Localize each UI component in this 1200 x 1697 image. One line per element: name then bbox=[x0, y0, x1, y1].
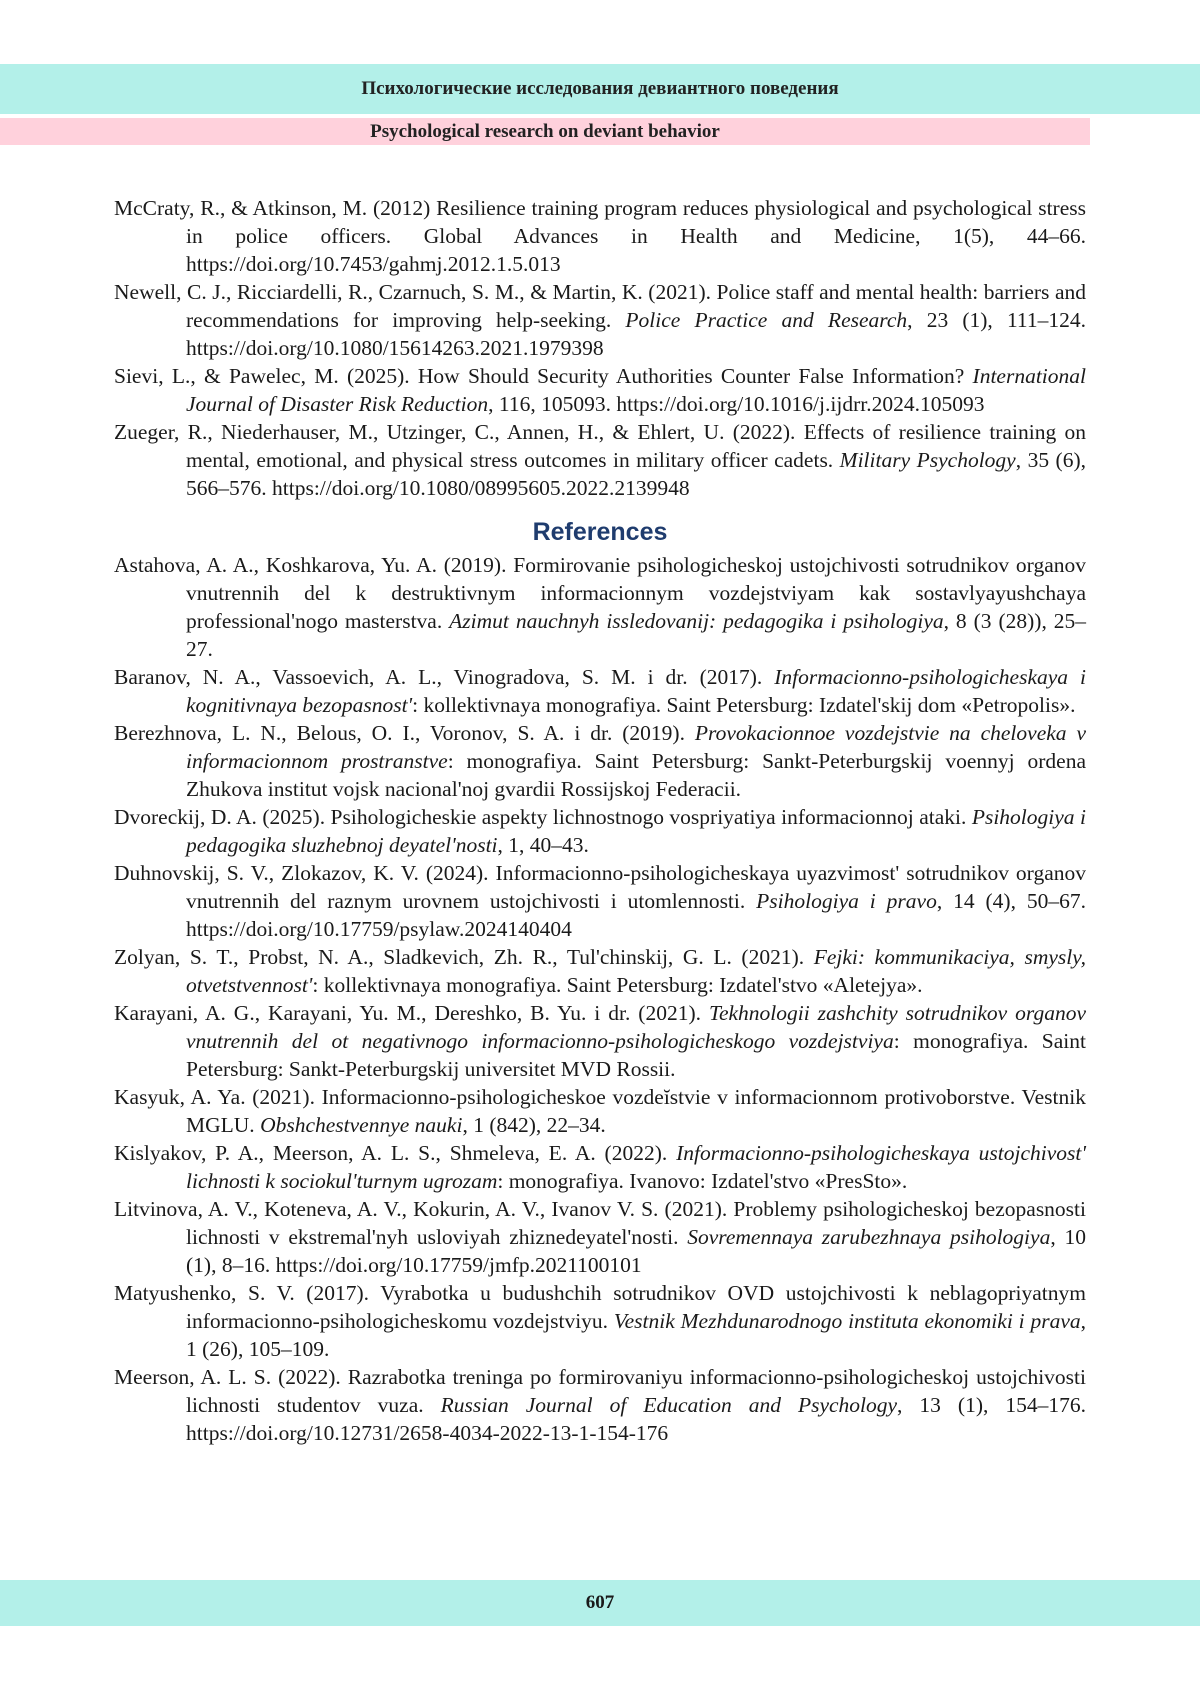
reference-text: Astahova, A. A., Koshkarova, Yu. A. (2019). Formirovanie psihologicheskoj ustojchivosti sotrudnikov organov vnutrennih del k destruktivnym informacionnym vozdejstviyam kak sostavlyayushchaya professional'nogo masterstva. bbox=[114, 553, 1086, 633]
references-content bbox=[114, 194, 1086, 1447]
reference-item bbox=[114, 551, 1086, 663]
reference-source: Military Psychology bbox=[839, 448, 1016, 472]
reference-source: Sovremennaya zarubezhnaya psihologiya bbox=[687, 1225, 1051, 1249]
reference-details: , 13 (1), 154–176. https://doi.org/10.12731/2658-4034-2022-13-1-154-176 bbox=[186, 1393, 1086, 1445]
reference-text: Zolyan, S. T., Probst, N. A., Sladkevich, Zh. R., Tul'chinskij, G. L. (2021). bbox=[114, 945, 814, 969]
reference-item bbox=[114, 418, 1086, 502]
reference-item bbox=[114, 663, 1086, 719]
reference-item bbox=[114, 803, 1086, 859]
reference-details: , 10 (1), 8–16. https://doi.org/10.17759/jmfp.2021100101 bbox=[186, 1225, 1086, 1277]
reference-text: Litvinova, A. V., Koteneva, A. V., Kokurin, A. V., Ivanov V. S. (2021). Problemy psihologicheskoj bezopasnosti lichnosti v ekstremal'nyh usloviyah zhiznedeyatel'nosti. bbox=[114, 1197, 1086, 1249]
reference-item bbox=[114, 1139, 1086, 1195]
reference-text: Matyushenko, S. V. (2017). Vyrabotka u budushchih sotrudnikov OVD ustojchivosti k neblagopriyatnym informacionno-psihologicheskomu vozdejstviyu. bbox=[114, 1281, 1086, 1333]
reference-text: Karayani, A. G., Karayani, Yu. M., Dereshko, B. Yu. i dr. (2021). bbox=[114, 1001, 709, 1025]
reference-details: , 8 (3 (28)), 25–27. bbox=[186, 609, 1087, 661]
reference-item bbox=[114, 859, 1086, 943]
reference-text: McCraty, R., & Atkinson, M. (2012) Resilience training program reduces physiological and psychological stress in police officers. Global Advances in Health and Medicine, 1(5), 44–66. https://doi.org/10.7453/gahmj.2012.1.5.013 bbox=[114, 196, 1086, 276]
reference-text: Newell, C. J., Ricciardelli, R., Czarnuch, S. M., & Martin, K. (2021). Police staff and mental health: barriers and recommendations for improving help-seeking. bbox=[114, 280, 1086, 332]
reference-source: International Journal of Disaster Risk Reduction bbox=[186, 364, 1086, 416]
page-number: 607 bbox=[0, 1580, 1200, 1626]
journal-title-ru: Психологические исследования девиантного поведения bbox=[0, 64, 1200, 114]
reference-text: Duhnovskij, S. V., Zlokazov, K. V. (2024). Informacionno-psihologicheskaya uyazvimost' sotrudnikov organov vnutrennih del raznym urovnem ustojchivosti i utomlennosti. bbox=[114, 861, 1086, 913]
reference-details: : monografiya. Saint Petersburg: Sankt-Peterburgskij universitet MVD Rossii. bbox=[186, 1029, 1086, 1081]
reference-details: : kollektivnaya monografiya. Saint Petersburg: Izdatel'skij dom «Petropolis». bbox=[412, 693, 1076, 717]
reference-details: , 1, 40–43. bbox=[497, 833, 589, 857]
reference-source: Police Practice and Research bbox=[625, 308, 908, 332]
reference-source: Informacionno-psihologicheskaya ustojchivost' lichnosti k sociokul'turnym ugrozam bbox=[186, 1141, 1086, 1193]
reference-text: Kasyuk, A. Ya. (2021). Informacionno-psihologicheskoe vozdeĭstvie v informacionnom protivoborstve. Vestnik MGLU. bbox=[114, 1085, 1086, 1137]
reference-source: Russian Journal of Education and Psychology bbox=[440, 1393, 898, 1417]
reference-details: , 1 (842), 22–34. bbox=[462, 1113, 606, 1137]
reference-details: , 14 (4), 50–67. https://doi.org/10.17759/psylaw.2024140404 bbox=[186, 889, 1086, 941]
reference-item bbox=[114, 1083, 1086, 1139]
reference-details: , 116, 105093. https://doi.org/10.1016/j.ijdrr.2024.105093 bbox=[488, 392, 985, 416]
reference-item bbox=[114, 943, 1086, 999]
journal-title-en: Psychological research on deviant behavior bbox=[0, 118, 1090, 145]
reference-source: Obshchestvennye nauki bbox=[260, 1113, 463, 1137]
reference-details: : kollektivnaya monografiya. Saint Petersburg: Izdatel'stvo «Aletejya». bbox=[312, 973, 923, 997]
reference-item bbox=[114, 1279, 1086, 1363]
reference-source: Psihologiya i pedagogika sluzhebnoj deyatel'nosti bbox=[186, 805, 1086, 857]
reference-text: Dvoreckij, D. A. (2025). Psihologicheskie aspekty lichnostnogo vospriyatiya informacionnoj ataki. bbox=[114, 805, 972, 829]
reference-details: , 1 (26), 105–109. bbox=[186, 1309, 1086, 1361]
reference-text: Kislyakov, P. A., Meerson, A. L. S., Shmeleva, E. A. (2022). bbox=[114, 1141, 677, 1165]
reference-item bbox=[114, 194, 1086, 278]
reference-details: , 23 (1), 111–124. https://doi.org/10.1080/15614263.2021.1979398 bbox=[186, 308, 1087, 360]
reference-source: Tekhnologii zashchity sotrudnikov organov vnutrennih del ot negativnogo informacionno-psihologicheskogo vozdejstviya bbox=[186, 1001, 1086, 1053]
reference-item bbox=[114, 1363, 1086, 1447]
reference-source: Fejki: kommunikaciya, smysly, otvetstvennost' bbox=[186, 945, 1086, 997]
reference-item bbox=[114, 278, 1086, 362]
section-title: References bbox=[532, 518, 668, 546]
reference-text: Meerson, A. L. S. (2022). Razrabotka treninga po formirovaniyu informacionno-psihologicheskoj ustojchivosti lichnosti studentov vuza. bbox=[114, 1365, 1086, 1417]
reference-source: Provokacionnoe vozdejstvie na cheloveka v informacionnom prostranstve bbox=[186, 721, 1087, 773]
reference-source: Azimut nauchnyh issledovanij: pedagogika i psihologiya bbox=[449, 609, 944, 633]
reference-source: Psihologiya i pravo bbox=[756, 889, 937, 913]
reference-item bbox=[114, 1195, 1086, 1279]
reference-details: : monografiya. Ivanovo: Izdatel'stvo «PresSto». bbox=[497, 1169, 908, 1193]
reference-details: : monografiya. Saint Petersburg: Sankt-Peterburgskij voennyj ordena Zhukova institut vojsk nacional'noj gvardii Rossijskoj Federacii. bbox=[186, 749, 1086, 801]
reference-source: Vestnik Mezhdunarodnogo instituta ekonomiki i prava bbox=[613, 1309, 1081, 1333]
reference-details: , 35 (6), 566–576. https://doi.org/10.1080/08995605.2022.2139948 bbox=[186, 448, 1086, 500]
reference-text: Baranov, N. A., Vassoevich, A. L., Vinogradova, S. M. i dr. (2017). bbox=[114, 665, 775, 689]
reference-text: Berezhnova, L. N., Belous, O. I., Voronov, S. A. i dr. (2019). bbox=[114, 721, 695, 745]
reference-text: Sievi, L., & Pawelec, M. (2025). How Should Security Authorities Counter False Information? bbox=[114, 364, 973, 388]
reference-item bbox=[114, 719, 1086, 803]
reference-item bbox=[114, 362, 1086, 418]
reference-item bbox=[114, 999, 1086, 1083]
reference-source: Informacionno-psihologicheskaya i kognitivnaya bezopasnost' bbox=[186, 665, 1086, 717]
reference-text: Zueger, R., Niederhauser, M., Utzinger, C., Annen, H., & Ehlert, U. (2022). Effects of resilience training on mental, emotional, and physical stress outcomes in military officer cadets. bbox=[114, 420, 1086, 472]
